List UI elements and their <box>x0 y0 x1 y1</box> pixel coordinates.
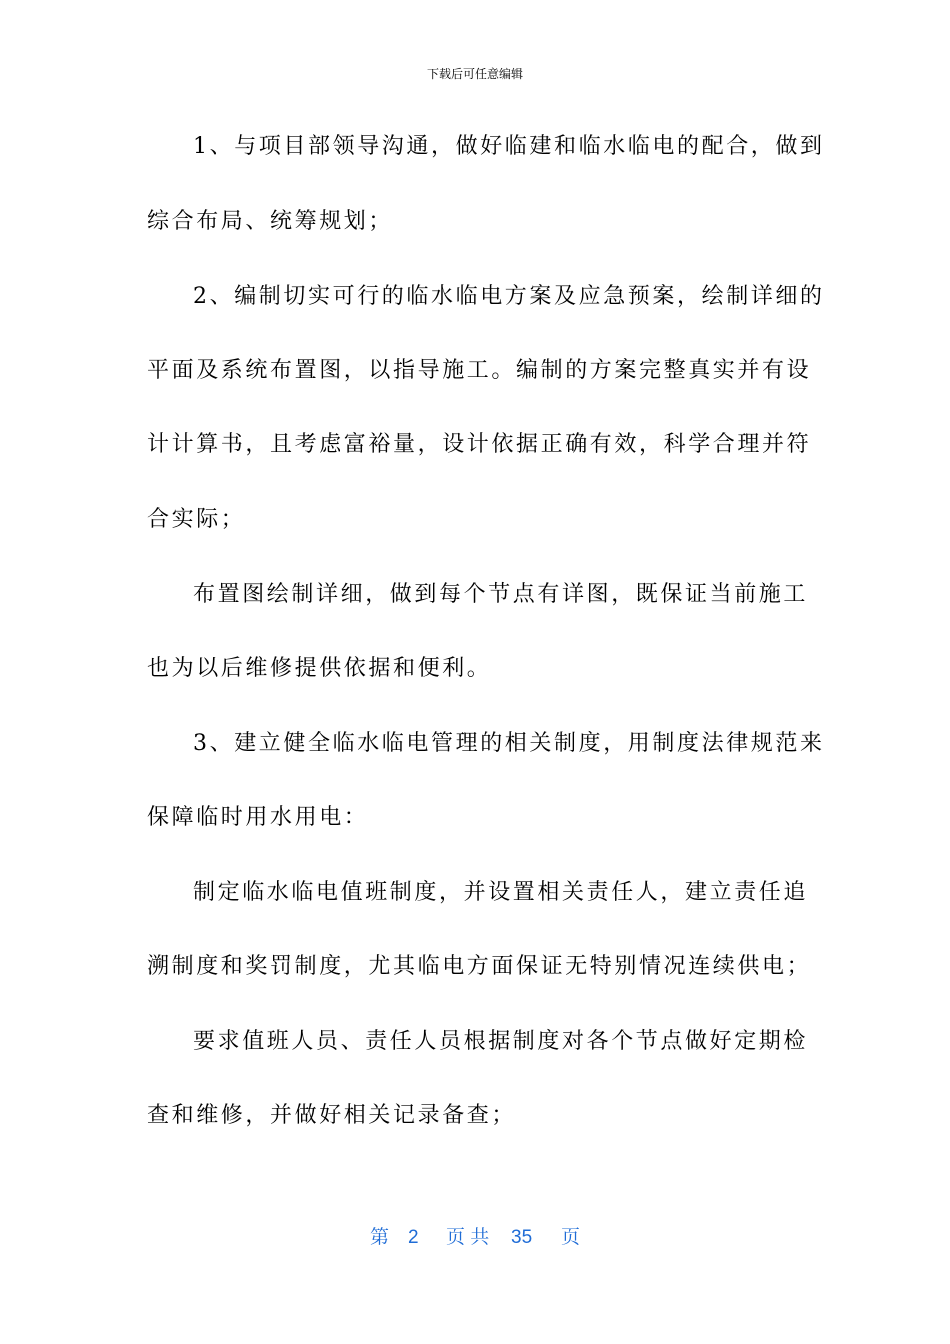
paragraph-line: 2、编制切实可行的临水临电方案及应急预案，绘制详细的 <box>193 284 825 309</box>
page-header: 下载后可任意编辑 <box>426 67 523 81</box>
paragraph-line: 3、建立健全临水临电管理的相关制度，用制度法律规范来 <box>193 731 825 756</box>
footer-label-end: 页 <box>561 1227 581 1248</box>
paragraph-line: 制定临水临电值班制度，并设置相关责任人，建立责任追 <box>193 880 809 905</box>
paragraph-line: 查和维修，并做好相关记录备查； <box>147 1103 517 1128</box>
footer-total-pages: 35 <box>511 1227 533 1248</box>
paragraph-line: 要求值班人员、责任人员根据制度对各个节点做好定期检 <box>193 1029 809 1054</box>
paragraph-line: 合实际； <box>147 507 246 532</box>
footer-label-of: 页 共 <box>446 1227 490 1248</box>
footer-label-page: 第 <box>370 1227 390 1248</box>
paragraph-line: 溯制度和奖罚制度，尤其临电方面保证无特别情况连续供电； <box>147 954 812 979</box>
paragraph-line: 布置图绘制详细，做到每个节点有详图，既保证当前施工 <box>193 582 809 607</box>
paragraph-line: 综合布局、统筹规划； <box>147 209 394 234</box>
paragraph-line: 计计算书，且考虑富裕量，设计依据正确有效，科学合理并符 <box>147 432 812 457</box>
paragraph-line: 平面及系统布置图，以指导施工。编制的方案完整真实并有设 <box>147 358 812 383</box>
footer-current-page: 2 <box>408 1227 419 1248</box>
paragraph-line: 也为以后维修提供依据和便利。 <box>147 656 492 681</box>
paragraph-line: 1、与项目部领导沟通，做好临建和临水临电的配合，做到 <box>193 134 825 159</box>
paragraph-line: 保障临时用水用电： <box>147 805 369 830</box>
